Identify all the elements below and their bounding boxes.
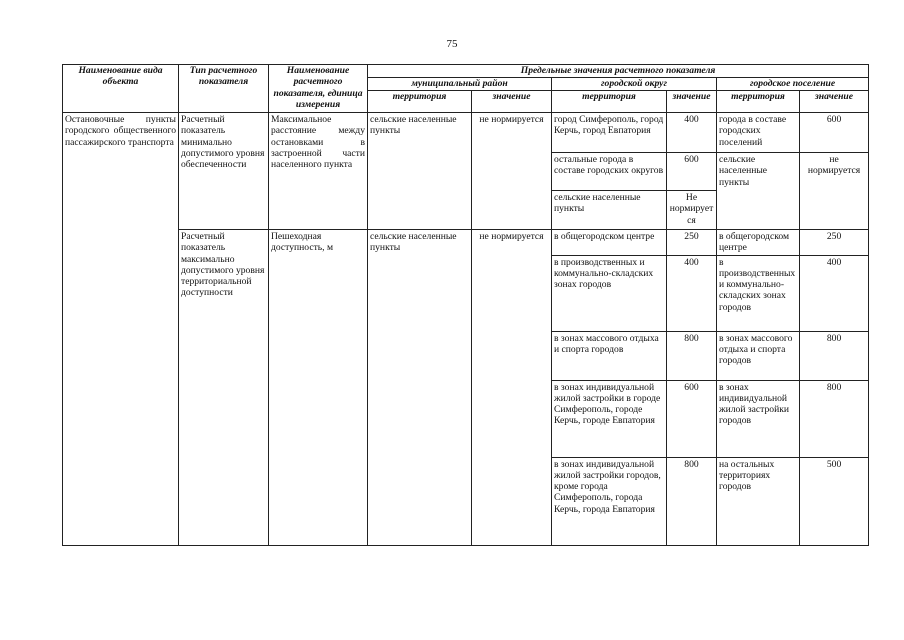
object-name-cell: Остановочные пункты городского общественного пассажирского транспорта [63,113,179,546]
header-us-territory: территория [717,91,800,113]
group2-us-value-2: 800 [800,331,869,380]
group2-us-value-1: 400 [800,255,869,331]
group1-us-value-1: не нормируется [800,153,869,230]
group1-cd-territory-1: остальные города в составе городских округов [552,153,667,191]
group2-us-territory-1: в производственных и коммунально-складских зонах городов [717,255,800,331]
group1-cd-value-2: Не нормирует ся [667,191,717,230]
group1-md-value: не нормируется [472,113,552,230]
group2-cd-territory-3: в зонах индивидуальной жилой застройки в городе Симферополь, городе Керчь, городе Евпатория [552,380,667,457]
group1-md-territory: сельские населенные пункты [368,113,472,230]
header-cd-value: значение [667,91,717,113]
group1-us-territory-0: города в составе городских поселений [717,113,800,153]
group2-us-value-0: 250 [800,230,869,256]
group2-us-territory-0: в общегородском центре [717,230,800,256]
header-cd-territory: территория [552,91,667,113]
group2-us-value-3: 800 [800,380,869,457]
group2-cd-value-0: 250 [667,230,717,256]
group1-cd-value-0: 400 [667,113,717,153]
group2-cd-value-2: 800 [667,331,717,380]
header-us-value: значение [800,91,869,113]
group2-cd-territory-0: в общегородском центре [552,230,667,256]
group1-type-cell: Расчетный показатель минимально допустимого уровня обеспеченности [179,113,269,230]
group1-us-value-0: 600 [800,113,869,153]
page-number: 75 [446,38,458,50]
group2-cd-territory-1: в производственных и коммунально-складских зонах городов [552,255,667,331]
header-urban-settlement: городское поселение [717,78,869,91]
header-indicator-name: Наименование расчетного показателя, единица измерения [269,65,368,113]
group1-name-cell: Максимальное расстояние между остановками в застроенной части населенного пункта [269,113,368,230]
group2-cd-value-4: 800 [667,457,717,545]
header-indicator-type: Тип расчетного показателя [179,65,269,113]
group2-us-value-4: 500 [800,457,869,545]
header-md-territory: территория [368,91,472,113]
group1-cd-value-1: 600 [667,153,717,191]
group2-us-territory-3: в зонах индивидуальной жилой застройки городов [717,380,800,457]
group2-cd-territory-2: в зонах массового отдыха и спорта городов [552,331,667,380]
group2-type-cell: Расчетный показатель максимально допустимого уровня территориальной доступности [179,230,269,546]
group2-cd-value-1: 400 [667,255,717,331]
norms-table [62,64,869,546]
group2-us-territory-4: на остальных территориях городов [717,457,800,545]
group2-md-territory: сельские населенные пункты [368,230,472,546]
header-object-type: Наименование вида объекта [63,65,179,113]
group2-us-territory-2: в зонах массового отдыха и спорта городов [717,331,800,380]
header-md-value: значение [472,91,552,113]
group1-us-territory-1: сельские населенные пункты [717,153,800,230]
group1-cd-territory-0: город Симферополь, город Керчь, город Евпатория [552,113,667,153]
group2-cd-value-3: 600 [667,380,717,457]
group2-cd-territory-4: в зонах индивидуальной жилой застройки городов, кроме города Симферополь, города Керчь, города Евпатория [552,457,667,545]
header-city-district: городской округ [552,78,717,91]
header-municipal-district: муниципальный район [368,78,552,91]
group2-name-cell: Пешеходная доступность, м [269,230,368,546]
group2-md-value: не нормируется [472,230,552,546]
header-limits: Предельные значения расчетного показателя [368,65,869,78]
group1-cd-territory-2: сельские населенные пункты [552,191,667,230]
